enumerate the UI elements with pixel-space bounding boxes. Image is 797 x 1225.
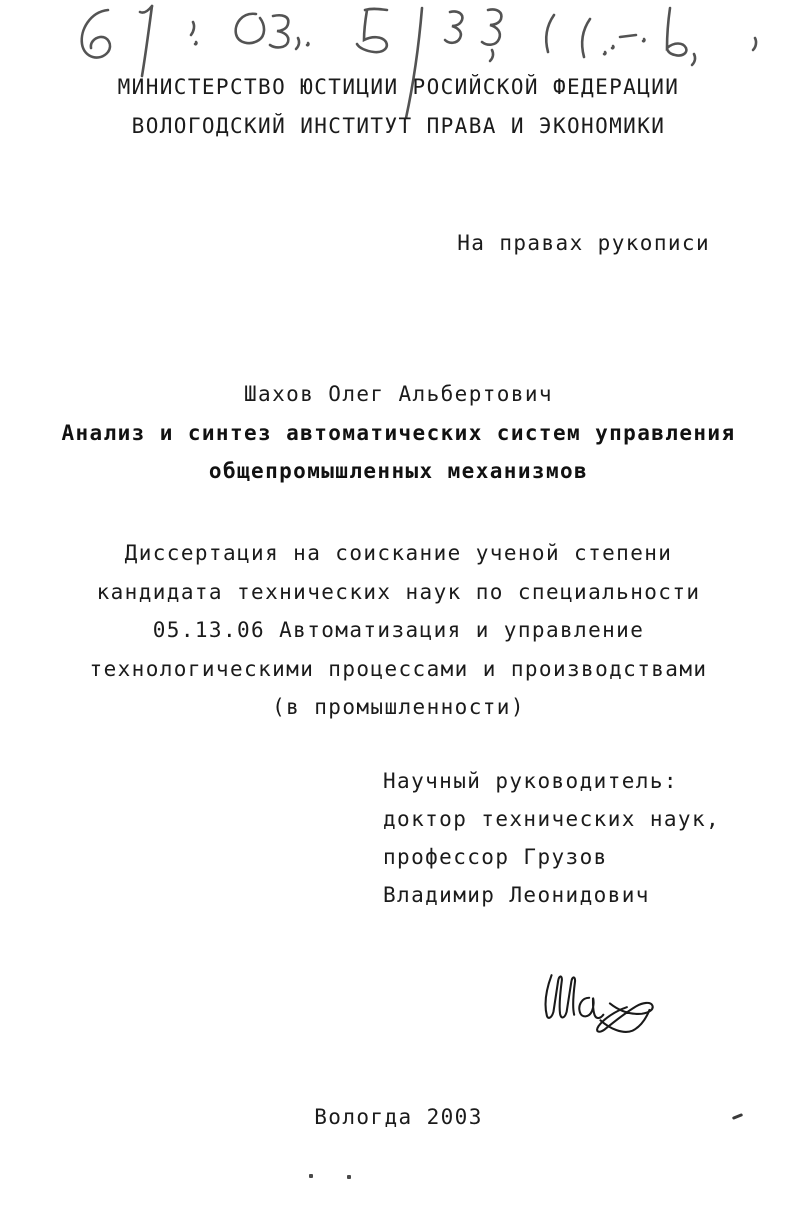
description-line: кандидата технических наук по специальности — [96, 579, 701, 604]
supervisor-degree: доктор технических наук, — [383, 807, 721, 831]
dissertation-title-line-2: общепромышленных механизмов — [208, 459, 589, 483]
scan-artifact-speck — [309, 1174, 313, 1178]
city-year: Вологда 2003 — [314, 1105, 483, 1129]
institute-line: ВОЛОГОДСКИЙ ИНСТИТУТ ПРАВА И ЭКОНОМИКИ — [131, 114, 666, 138]
manuscript-rights-note: На правах рукописи — [457, 231, 710, 255]
institution-header — [0, 68, 797, 146]
description-line: (в промышленности) — [272, 695, 525, 720]
supervisor-name-line-2: Владимир Леонидович — [383, 883, 650, 907]
supervisor-name-line-1: профессор Грузов — [383, 845, 608, 869]
scan-artifact-speck — [347, 1175, 351, 1179]
author-title-block — [0, 375, 797, 491]
description-line: Диссертация на соискание ученой степени — [124, 541, 673, 565]
supervisor-block — [383, 762, 720, 914]
handwritten-signature — [533, 962, 668, 1042]
description-line: технологическими процессами и производствами — [89, 656, 708, 681]
author-name: Шахов Олег Альбертович — [244, 382, 553, 406]
supervisor-label: Научный руководитель: — [383, 769, 678, 793]
ministry-line: МИНИСТЕРСТВО ЮСТИЦИИ РОСИЙСКОЙ ФЕДЕРАЦИИ — [117, 75, 680, 99]
dissertation-title-line-1: Анализ и синтез автоматических систем управления — [61, 420, 736, 445]
description-line: 05.13.06 Автоматизация и управление — [152, 618, 645, 643]
dissertation-description — [0, 534, 797, 727]
